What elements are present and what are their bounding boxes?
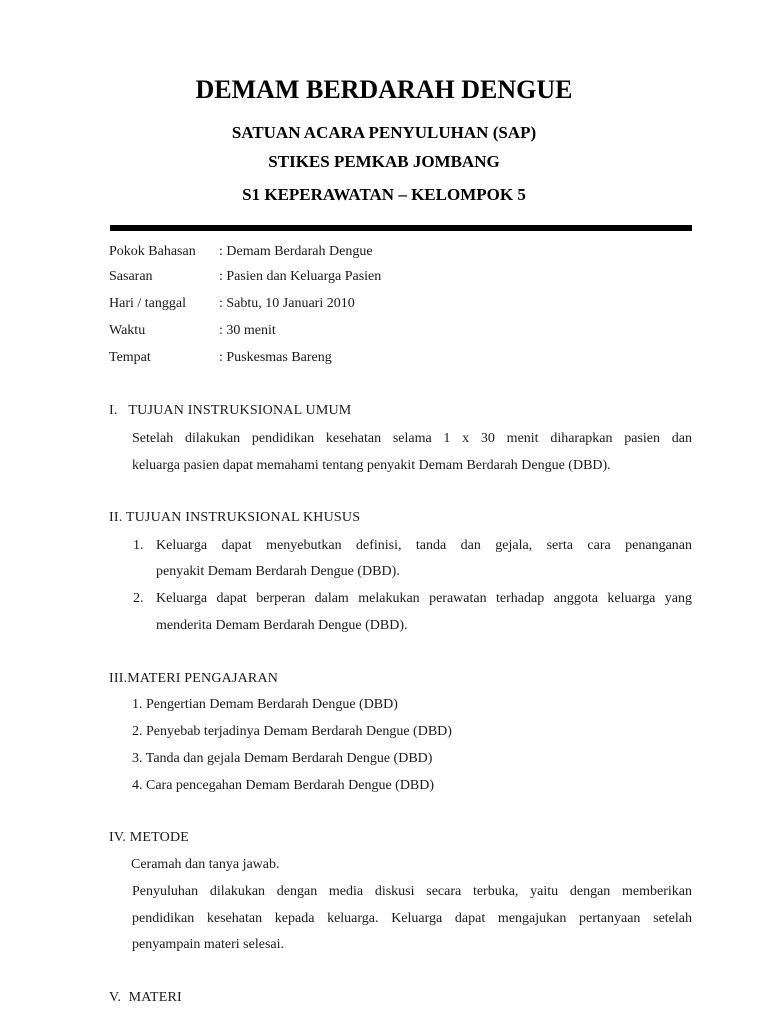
section-heading: IV. METODE: [109, 830, 190, 845]
list-item: 2. Penyebab terjadinya Demam Berdarah Dengue (DBD): [132, 724, 452, 739]
program-group: S1 KEPERAWATAN – KELOMPOK 5: [242, 185, 526, 204]
info-label: Pokok Bahasan: [109, 244, 196, 259]
info-label: Tempat: [109, 350, 151, 365]
info-label: Waktu: [109, 323, 146, 338]
paragraph-line: pendidikan kesehatan kepada keluarga. Keluarga dapat mengajukan pertanyaan setelah: [132, 911, 692, 926]
list-number: 2.: [133, 591, 144, 606]
info-value: : 30 menit: [219, 323, 276, 338]
info-value: : Puskesmas Bareng: [219, 350, 332, 365]
section-heading: I. TUJUAN INSTRUKSIONAL UMUM: [109, 403, 352, 418]
info-label: Hari / tanggal: [109, 296, 186, 311]
section-heading: III.MATERI PENGAJARAN: [109, 671, 279, 686]
paragraph-line: penyampain materi selesai.: [132, 937, 284, 952]
list-item: 4. Cara pencegahan Demam Berdarah Dengue (DBD): [132, 778, 435, 793]
list-item-line: penyakit Demam Berdarah Dengue (DBD).: [156, 564, 400, 579]
paragraph-line: Setelah dilakukan pendidikan kesehatan selama 1 x 30 menit diharapkan pasien dan: [132, 431, 692, 446]
list-item-line: Keluarga dapat berperan dalam melakukan perawatan terhadap anggota keluarga yang: [156, 591, 692, 606]
list-item-line: Keluarga dapat menyebutkan definisi, tanda dan gejala, serta cara penanganan: [156, 538, 692, 553]
section-heading: II. TUJUAN INSTRUKSIONAL KHUSUS: [109, 510, 361, 525]
list-item-line: menderita Demam Berdarah Dengue (DBD).: [156, 618, 408, 633]
paragraph-line: Ceramah dan tanya jawab.: [131, 857, 280, 872]
institution-name: STIKES PEMKAB JOMBANG: [268, 152, 500, 171]
info-label: Sasaran: [109, 269, 153, 284]
paragraph-line: keluarga pasien dapat memahami tentang penyakit Demam Berdarah Dengue (DBD).: [132, 458, 611, 473]
document-title: DEMAM BERDARAH DENGUE: [195, 75, 573, 104]
paragraph-line: Penyuluhan dilakukan dengan media diskusi secara terbuka, yaitu dengan memberikan: [132, 884, 692, 899]
header-divider: [110, 225, 692, 231]
list-number: 1.: [133, 538, 144, 553]
section-heading: V. MATERI: [109, 990, 182, 1005]
info-value: : Demam Berdarah Dengue: [219, 244, 373, 259]
document-subtitle: SATUAN ACARA PENYULUHAN (SAP): [231, 123, 537, 142]
list-item: 1. Pengertian Demam Berdarah Dengue (DBD): [132, 697, 398, 712]
info-value: : Sabtu, 10 Januari 2010: [219, 296, 355, 311]
list-item: 3. Tanda dan gejala Demam Berdarah Dengue (DBD): [132, 751, 433, 766]
info-value: : Pasien dan Keluarga Pasien: [219, 269, 382, 284]
